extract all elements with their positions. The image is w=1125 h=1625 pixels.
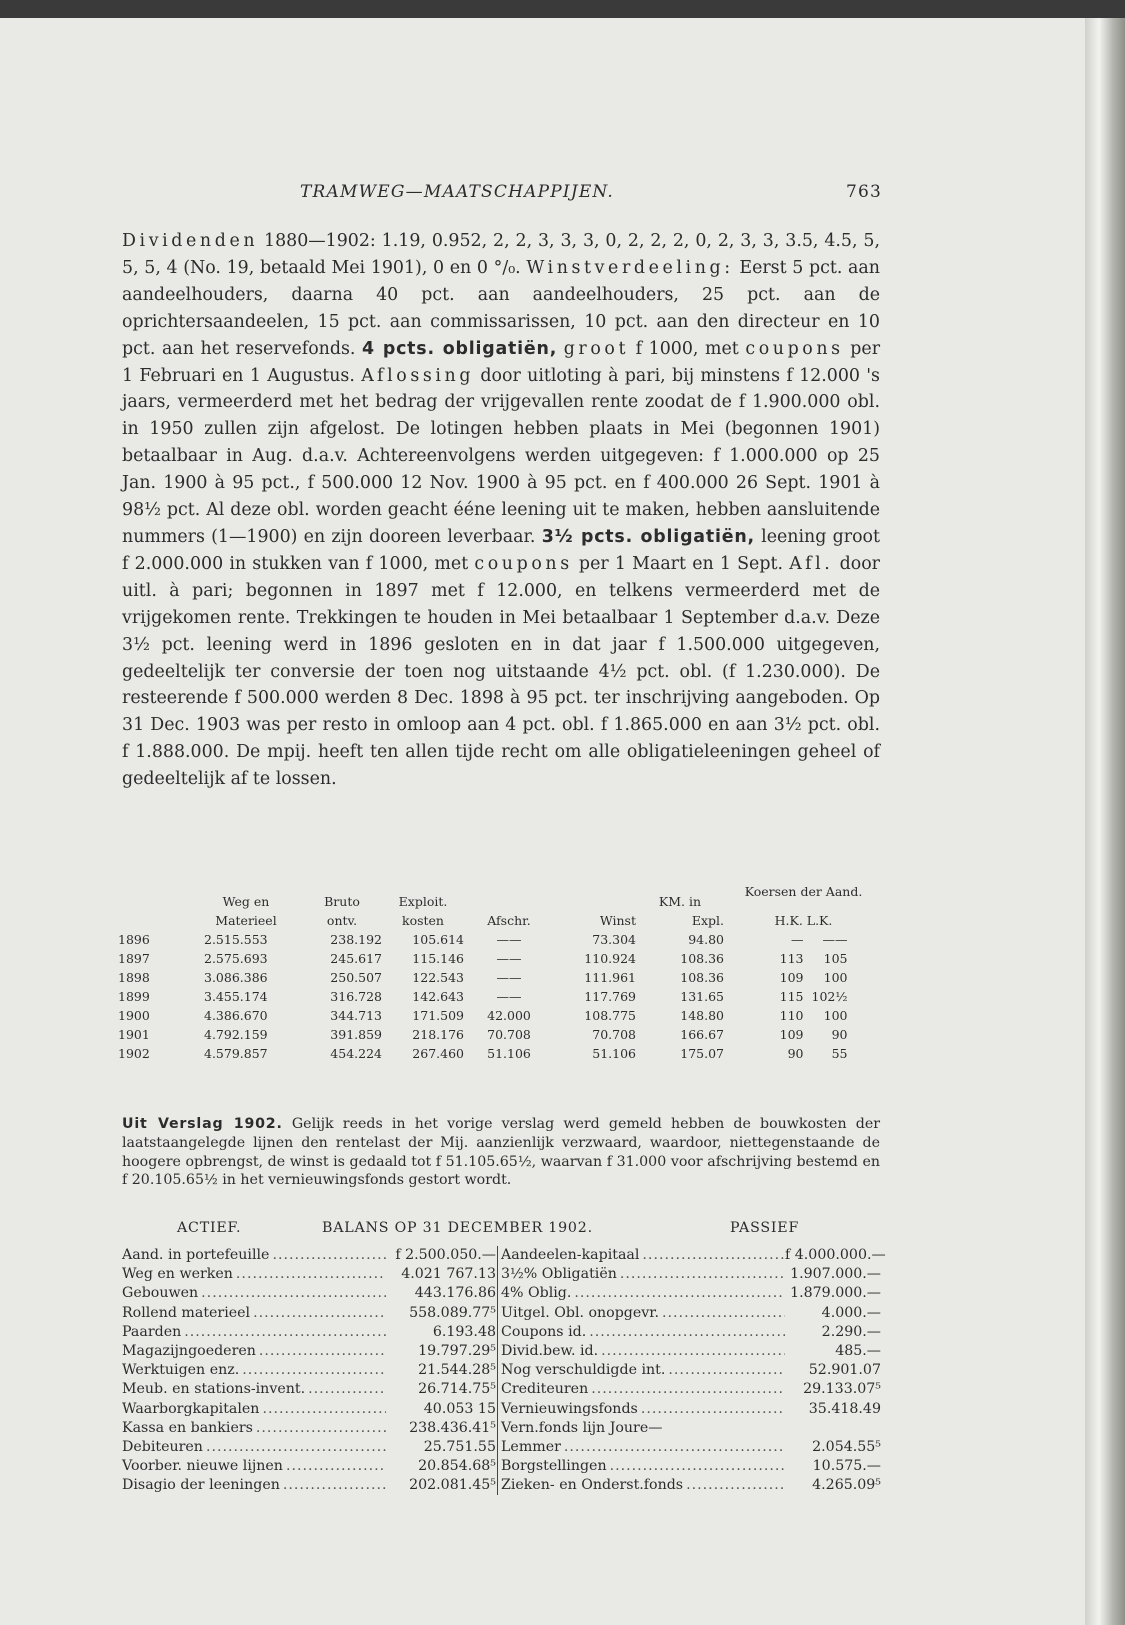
leader-dots	[571, 1284, 785, 1303]
leader-dots	[639, 1246, 785, 1265]
balance-item-value: 40.053 15	[423, 1400, 496, 1417]
balance-item-value: 20.854.68⁵	[418, 1458, 496, 1475]
book-page-edge	[1085, 18, 1125, 1625]
balance-item-label: Paarden	[122, 1323, 182, 1340]
balance-item-value: f 4.000.000.—	[785, 1247, 886, 1263]
balance-item-label: Aandeelen-kapitaal	[501, 1247, 640, 1263]
stats-cell: 108.775	[584, 1008, 636, 1023]
stats-row	[118, 987, 883, 1006]
aflossing-label: Aflossing	[361, 365, 475, 386]
leader-dots	[253, 1419, 386, 1438]
stats-header-cell	[118, 892, 190, 911]
stats-cell: 73.304	[592, 932, 636, 947]
stats-cell: 2.575.693	[204, 951, 268, 966]
stats-cell: 267.460	[412, 1046, 464, 1061]
balance-item-label: Waarborgkapitalen	[122, 1400, 260, 1417]
passief-row	[498, 1246, 886, 1265]
balance-item-label: Voorber. nieuwe lijnen	[122, 1458, 283, 1475]
koers-hk: 109	[779, 1027, 804, 1042]
leader-dots	[588, 1380, 785, 1399]
stats-row	[118, 968, 883, 987]
balance-item-label: Disagio der leeningen	[122, 1477, 280, 1494]
winstverdeeling-label: Winstverdeeling:	[526, 257, 734, 278]
passief-row	[498, 1342, 881, 1361]
actief-row	[122, 1361, 496, 1380]
coupons-label: coupons	[745, 338, 844, 359]
leader-dots	[607, 1457, 785, 1476]
balance-item-label: Aand. in portefeuille	[122, 1247, 270, 1263]
stats-cell: 245.617	[330, 951, 382, 966]
stats-cell: 1898	[118, 970, 150, 985]
stats-koers-cell	[724, 1025, 883, 1044]
koers-lk: ——	[822, 932, 848, 947]
koers-lk: 102½	[811, 989, 848, 1004]
leader-dots	[659, 1304, 785, 1323]
leader-dots	[305, 1380, 386, 1399]
stats-cell: 1902	[118, 1046, 150, 1061]
stats-cell: 142.643	[412, 989, 464, 1004]
leader-dots	[233, 1265, 386, 1284]
oblig-4pct-label: 4 pcts. obligatiën,	[362, 338, 558, 359]
passief-row	[498, 1400, 881, 1419]
balance-item-label: Vern.fonds lijn Joure—	[501, 1419, 663, 1436]
stats-cell: 4.792.159	[204, 1027, 268, 1042]
page-number: 763	[846, 182, 883, 202]
balance-item-value: 202.081.45⁵	[409, 1477, 496, 1494]
afl-label: Afl.	[789, 553, 834, 574]
koers-hk: 109	[779, 970, 804, 985]
stats-header-cell: Afschr.	[487, 913, 531, 928]
balance-item-label: Crediteuren	[501, 1381, 589, 1398]
stats-cell: 148.80	[680, 1008, 724, 1023]
passief-row	[498, 1476, 881, 1495]
stats-header-cell: Expl.	[691, 913, 724, 928]
actief-row	[122, 1284, 496, 1303]
leader-dots	[665, 1361, 785, 1380]
stats-cell: 117.769	[584, 989, 636, 1004]
leader-dots	[598, 1342, 785, 1361]
stats-header-cell: kosten	[402, 913, 444, 928]
stats-cell: 2.515.553	[204, 932, 268, 947]
stats-cell: 250.507	[330, 970, 382, 985]
groot-label: groot	[563, 338, 630, 359]
stats-koers-cell	[724, 1044, 883, 1063]
leader-dots	[283, 1457, 386, 1476]
stats-header-cell: ontv.	[326, 913, 358, 928]
stats-cell: 1896	[118, 932, 150, 947]
stats-cell: 175.07	[680, 1046, 724, 1061]
balance-item-value: 238.436.41⁵	[409, 1419, 496, 1436]
balance-item-value: 25.751.55	[423, 1438, 496, 1455]
oblig-4pct-text-2: per 1 Februari en 1 Augustus.	[122, 338, 881, 386]
stats-header-cell	[554, 892, 636, 911]
oblig-4pct-text-1: f 1000, met	[629, 338, 746, 359]
oblig-35pct-label: 3½ pcts. obligatiën,	[541, 526, 755, 547]
stats-cell: 1901	[118, 1027, 150, 1042]
passief-row	[498, 1284, 881, 1303]
actief-row	[122, 1342, 496, 1361]
balance-item-value: 4.265.09⁵	[812, 1477, 881, 1494]
stats-cell: 391.859	[330, 1027, 382, 1042]
stats-row	[118, 1044, 883, 1063]
passief-heading: PASSIEF	[730, 1220, 800, 1236]
passief-row	[498, 1265, 881, 1284]
stats-cell: 70.708	[592, 1027, 636, 1042]
stats-cell: 171.509	[412, 1008, 464, 1023]
koers-lk: 90	[831, 1027, 848, 1042]
book-page	[0, 18, 1085, 1625]
balance-item-label: Gebouwen	[122, 1285, 199, 1302]
passief-row	[498, 1457, 881, 1476]
stats-cell: 122.543	[412, 970, 464, 985]
stats-cell: 1897	[118, 951, 150, 966]
balance-passief-list	[497, 1246, 886, 1495]
koers-hk: 110	[779, 1008, 804, 1023]
balance-item-value: 1.907.000.—	[790, 1266, 881, 1283]
balance-item-label: Weg en werken	[122, 1266, 233, 1283]
balance-item-value: 26.714.75⁵	[418, 1381, 496, 1398]
stats-header-cell: Koersen der Aand.	[744, 884, 863, 899]
balance-item-label: Magazijngoederen	[122, 1342, 256, 1359]
balance-item-label: 3½% Obligatiën	[501, 1266, 617, 1283]
oblig-35pct-text-3: door uitl. à pari; begonnen in 1897 met f 12.000, en telkens vermeerderd met de vrijgekomen rente. Trekkingen te houden in Mei betaalbaar 1 September d.a.v. Deze 3½ pct. leening werd in 1896 gesloten en in dat jaar f 1.500.000 uitgegeven, gedeeltelijk ter conversie der toen nog uitstaande 4½ pct. obl. (f 1.230.000). De resteerende f 500.000 werden 8 Dec. 1898 à 95 pct. ter inschrijving aangeboden. Op 31 Dec. 1903 was per resto in omloop aan 4 pct. obl. f 1.865.000 en aan 3½ pct. obl. f 1.888.000. De mpij. heeft ten allen tijde recht om alle obligatieleeningen geheel of gedeeltelijk af te lossen.	[122, 553, 880, 790]
balance-item-label: Nog verschuldigde int.	[501, 1362, 666, 1379]
stats-header-cell: Weg en	[222, 894, 270, 909]
stats-cell: 115.146	[412, 951, 464, 966]
main-paragraph	[122, 228, 880, 793]
dividenden-text: 1880—1902: 1.19, 0.952, 2, 2, 3, 3, 3, 0, 2, 2, 2, 0, 2, 3, 3, 3.5, 4.5, 5, 5, 5, 4 (No. 19, betaald Mei 1901), 0 en 0 °/₀.	[122, 231, 880, 278]
stats-koers-cell	[724, 987, 883, 1006]
balance-item-value: 35.418.49	[808, 1400, 881, 1417]
balance-item-label: Divid.bew. id.	[501, 1342, 599, 1359]
oblig-35pct-text-1: leening groot f 2.000.000 in stukken van f 1000, met	[122, 526, 880, 574]
stats-cell: ——	[496, 970, 522, 985]
balance-item-value: 21.544.28⁵	[418, 1362, 496, 1379]
stats-cell: 166.67	[680, 1027, 724, 1042]
stats-cell: 1900	[118, 1008, 150, 1023]
leader-dots	[561, 1438, 785, 1457]
balance-item-value: 558.089.77⁵	[409, 1304, 496, 1321]
koers-lk: 55	[831, 1046, 848, 1061]
balance-item-value: 52.901.07	[808, 1362, 881, 1379]
passief-row	[498, 1419, 881, 1438]
leader-dots	[181, 1323, 386, 1342]
balance-item-label: Rollend materieel	[122, 1304, 251, 1321]
leader-dots	[203, 1438, 386, 1457]
balance-item-label: Werktuigen enz.	[122, 1362, 240, 1379]
stats-cell: 42.000	[487, 1008, 531, 1023]
passief-row	[498, 1380, 881, 1399]
stats-cell: 111.961	[584, 970, 636, 985]
balance-item-value: 10.575.—	[812, 1458, 881, 1475]
stats-cell: 1899	[118, 989, 150, 1004]
stats-header-cell: Materieel	[215, 913, 277, 928]
leader-dots	[683, 1476, 785, 1495]
stats-header-cell: H.K. L.K.	[774, 913, 833, 928]
report-text: Gelijk reeds in het vorige verslag werd gemeld hebben de bouwkosten der laatstaangelegde lijnen den rentelast der Mij. aanzienlijk verzwaard, waardoor, niettegenstaande de hoogere opbrengst, de winst is gedaald tot f 51.105.65½, waarvan f 31.000 voor afschrijving bestemd en f 20.105.65½ in het vernieuwingsfonds gestort wordt.	[122, 1116, 880, 1189]
actief-row	[122, 1380, 496, 1399]
stats-cell: 238.192	[330, 932, 382, 947]
stats-header-cell: Bruto	[324, 894, 360, 909]
dividenden-label: Dividenden	[122, 231, 259, 251]
balance-item-label: Debiteuren	[122, 1438, 203, 1455]
stats-cell: 316.728	[330, 989, 382, 1004]
stats-cell: 454.224	[330, 1046, 382, 1061]
leader-dots	[586, 1323, 785, 1342]
stats-cell: 4.386.670	[204, 1008, 268, 1023]
stats-cell: ——	[496, 951, 522, 966]
balance-item-label: Vernieuwingsfonds	[501, 1400, 638, 1417]
balance-item-value: 443.176.86	[414, 1285, 496, 1302]
stats-cell: 218.176	[412, 1027, 464, 1042]
balance-item-value: 2.054.55⁵	[812, 1438, 881, 1455]
actief-row	[122, 1438, 496, 1457]
stats-header-cell: Exploit.	[398, 894, 448, 909]
stats-cell: 3.086.386	[204, 970, 268, 985]
koers-hk: 90	[787, 1046, 804, 1061]
stats-koers-cell	[724, 949, 883, 968]
oblig-4pct-text-3: door uitloting à pari, bij minstens f 12.000 's jaars, vermeerderd met het bedrag der vrijgevallen rente zoodat de f 1.900.000 obl. in 1950 zullen zijn afgelost. De lotingen hebben plaats in Mei (begonnen 1901) betaalbaar in Aug. d.a.v. Achtereenvolgens werden uitgegeven: f 1.000.000 op 25 Jan. 1900 à 95 pct., f 500.000 12 Nov. 1900 à 95 pct. en f 400.000 26 Sept. 1901 à 98½ pct. Al deze obl. worden geacht ééne leening uit te maken, hebben aansluitende nummers (1—1900) en zijn dooreen leverbaar.	[122, 365, 880, 547]
balance-item-value: 6.193.48	[432, 1323, 496, 1340]
winstverdeeling-text: Eerst 5 pct. aan aandeelhouders, daarna 40 pct. aan aandeelhouders, 25 pct. aan de oprichtersaandeelen, 15 pct. aan commissarissen, 10 pct. aan den directeur en 10 pct. aan het reservefonds.	[122, 257, 880, 359]
stats-row	[118, 930, 883, 949]
report-paragraph	[122, 1115, 880, 1190]
koers-lk: 100	[823, 970, 848, 985]
actief-row	[122, 1265, 496, 1284]
stats-cell: 94.80	[688, 932, 724, 947]
balance-item-value: 1.879.000.—	[790, 1285, 881, 1302]
statistics-table	[118, 884, 883, 1063]
actief-row	[122, 1400, 496, 1419]
stats-row	[118, 1025, 883, 1044]
balance-actief-list	[122, 1246, 496, 1495]
balance-item-label: Zieken- en Onderst.fonds	[501, 1477, 684, 1494]
actief-row	[122, 1476, 496, 1495]
stats-row	[118, 949, 883, 968]
balance-item-value: 2.290.—	[821, 1323, 881, 1340]
stats-cell: 70.708	[487, 1027, 531, 1042]
actief-row	[122, 1304, 496, 1323]
passief-row	[498, 1361, 881, 1380]
stats-cell: 105.614	[412, 932, 464, 947]
leader-dots	[662, 1419, 785, 1438]
balance-item-label: Uitgel. Obl. onopgevr.	[501, 1304, 660, 1321]
koers-hk: —	[791, 932, 804, 947]
stats-cell: 108.36	[680, 970, 724, 985]
balance-item-value: 19.797.29⁵	[418, 1342, 496, 1359]
stats-cell: 131.65	[680, 989, 724, 1004]
leader-dots	[259, 1400, 386, 1419]
stats-header-row-top	[118, 892, 883, 911]
leader-dots	[280, 1476, 386, 1495]
stats-cell: 51.106	[487, 1046, 531, 1061]
stats-row	[118, 1006, 883, 1025]
balance-item-value	[785, 1419, 881, 1438]
passief-row	[498, 1438, 881, 1457]
report-label: Uit Verslag 1902.	[122, 1116, 283, 1132]
balance-item-value: f 2.500.050.—	[395, 1247, 496, 1263]
running-header-title: TRAMWEG—MAATSCHAPPIJEN.	[300, 182, 615, 202]
balance-item-label: Borgstellingen	[501, 1458, 607, 1475]
leader-dots	[250, 1304, 386, 1323]
balance-item-label: Lemmer	[501, 1438, 561, 1455]
stats-cell: ——	[496, 932, 522, 947]
balance-item-value: 4.021 767.13	[401, 1266, 496, 1283]
stats-header-cell: KM. in	[658, 894, 702, 909]
balance-item-label: Coupons id.	[501, 1323, 587, 1340]
balance-item-label: Meub. en stations-invent.	[122, 1381, 306, 1398]
stats-cell: ——	[496, 989, 522, 1004]
stats-header-row-bottom	[118, 911, 883, 930]
oblig-35pct-text-2: per 1 Maart en 1 Sept.	[572, 553, 790, 574]
actief-heading: ACTIEF.	[177, 1220, 242, 1236]
actief-row	[122, 1246, 496, 1265]
balance-title: BALANS OP 31 DECEMBER 1902.	[322, 1220, 593, 1236]
actief-row	[122, 1457, 496, 1476]
stats-cell: 3.455.174	[204, 989, 268, 1004]
stats-cell: 108.36	[680, 951, 724, 966]
koers-hk: 113	[779, 951, 804, 966]
leader-dots	[239, 1361, 386, 1380]
stats-koers-cell	[724, 968, 883, 987]
leader-dots	[256, 1342, 386, 1361]
stats-cell: 344.713	[330, 1008, 382, 1023]
stats-header-cell	[118, 911, 190, 930]
balance-item-value: 4.000.—	[821, 1304, 881, 1321]
actief-row	[122, 1323, 496, 1342]
stats-cell: 110.924	[584, 951, 636, 966]
balance-item-value: 485.—	[835, 1342, 881, 1359]
passief-row	[498, 1304, 881, 1323]
stats-koers-cell	[724, 1006, 883, 1025]
coupons-label-2: coupons	[474, 553, 573, 574]
actief-row	[122, 1419, 496, 1438]
stats-cell: 51.106	[592, 1046, 636, 1061]
balance-item-value: 29.133.07⁵	[803, 1381, 881, 1398]
koers-lk: 105	[823, 951, 848, 966]
leader-dots	[638, 1400, 785, 1419]
balance-item-label: 4% Oblig.	[501, 1285, 572, 1302]
stats-header-cell: Winst	[599, 913, 636, 928]
leader-dots	[617, 1265, 785, 1284]
passief-row	[498, 1323, 881, 1342]
stats-cell: 4.579.857	[204, 1046, 268, 1061]
koers-hk: 115	[779, 989, 804, 1004]
koers-lk: 100	[823, 1008, 848, 1023]
stats-header-cell	[464, 892, 554, 911]
leader-dots	[269, 1246, 386, 1265]
stats-koers-cell	[724, 930, 883, 949]
balance-item-label: Kassa en bankiers	[122, 1419, 253, 1436]
leader-dots	[198, 1284, 386, 1303]
